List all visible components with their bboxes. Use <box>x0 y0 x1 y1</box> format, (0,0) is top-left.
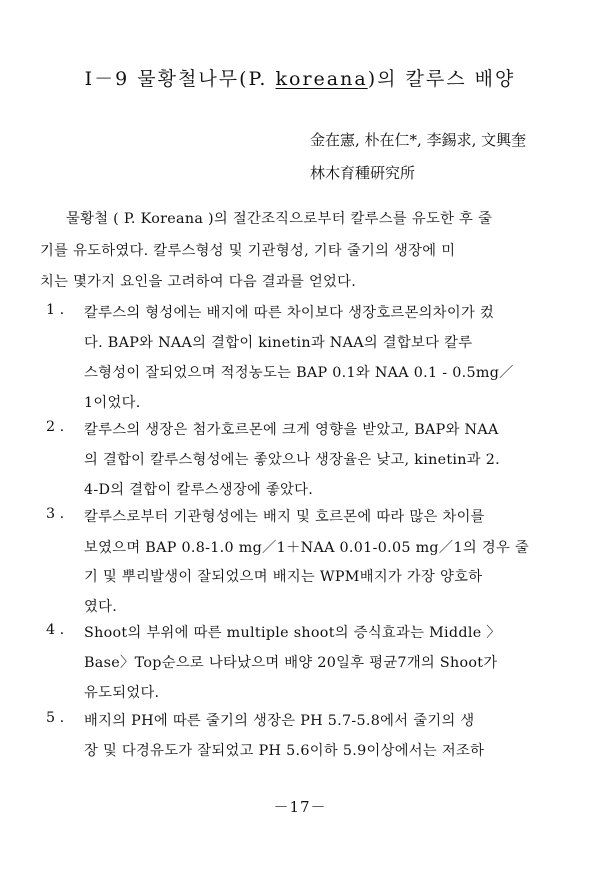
item-3-number: 3 . <box>46 506 65 522</box>
item-3-line-2: 보였으며 BAP 0.8-1.0 mg／1＋NAA 0.01-0.05 mg／1의 경우 줄 <box>84 540 530 556</box>
author-list: 金在憲, 朴在仁*, 李錫求, 文興奎 <box>310 131 527 149</box>
item-1-number: 1 . <box>46 302 65 318</box>
title-species-name: koreana <box>275 68 368 90</box>
intro-line-2: 기를 유도하였다. 칼루스형성 및 기관형성, 기타 줄기의 생장에 미 <box>40 243 456 259</box>
item-4-line-1: Shoot의 부위에 따른 multiple shoot의 증식효과는 Middle 〉 <box>84 625 501 641</box>
item-1-line-1: 칼루스의 형성에는 배지에 따른 차이보다 생장호르몬의차이가 컸 <box>84 305 495 321</box>
intro-line-1: 물황철 ( P. Koreana )의 절간조직으로부터 칼루스를 유도한 후 줄 <box>66 211 493 227</box>
item-2-number: 2 . <box>46 419 65 435</box>
item-4-line-2: Base〉Top순으로 나타났으며 배양 20일후 평균7개의 Shoot가 <box>84 655 498 671</box>
item-2-line-3: 4-D의 결합이 칼루스생장에 좋았다. <box>84 482 314 498</box>
item-3-line-4: 였다. <box>84 599 118 615</box>
page-number: －17－ <box>273 798 327 816</box>
intro-line-3: 치는 몇가지 요인을 고려하여 다음 결과를 얻었다. <box>40 274 357 290</box>
item-1-line-3: 스형성이 잘되었으며 적정농도는 BAP 0.1와 NAA 0.1 - 0.5mg／ <box>84 365 514 381</box>
item-1-line-2: 다. BAP와 NAA의 결합이 kinetin과 NAA의 결합보다 칼루 <box>84 335 473 351</box>
item-5-line-2: 장 및 다경유도가 잘되었고 PH 5.6이하 5.9이상에서는 저조하 <box>84 743 485 759</box>
affiliation: 林木育種硏究所 <box>310 164 416 182</box>
title-prefix: Ⅰ－9 물황철나무(P. <box>84 68 276 90</box>
item-3-line-1: 칼루스로부터 기관형성에는 배지 및 호르몬에 따라 많은 차이를 <box>84 509 485 525</box>
item-2-line-2: 의 결합이 칼루스형성에는 좋았으나 생장율은 낮고, kinetin과 2. <box>84 452 500 468</box>
page-title <box>0 64 600 91</box>
item-4-number: 4 . <box>46 622 65 638</box>
item-1-line-4: 1이었다. <box>84 395 141 411</box>
item-5-number: 5 . <box>46 710 65 726</box>
item-5-line-1: 배지의 PH에 따른 줄기의 생장은 PH 5.7-5.8에서 줄기의 생 <box>84 713 475 729</box>
item-4-line-3: 유도되었다. <box>84 685 160 701</box>
item-2-line-1: 칼루스의 생장은 첨가호르몬에 크게 영향을 받았고, BAP와 NAA <box>84 422 499 438</box>
item-3-line-3: 기 및 뿌리발생이 잘되었으며 배지는 WPM배지가 가장 양호하 <box>84 569 483 585</box>
title-suffix: )의 칼루스 배양 <box>367 68 516 90</box>
